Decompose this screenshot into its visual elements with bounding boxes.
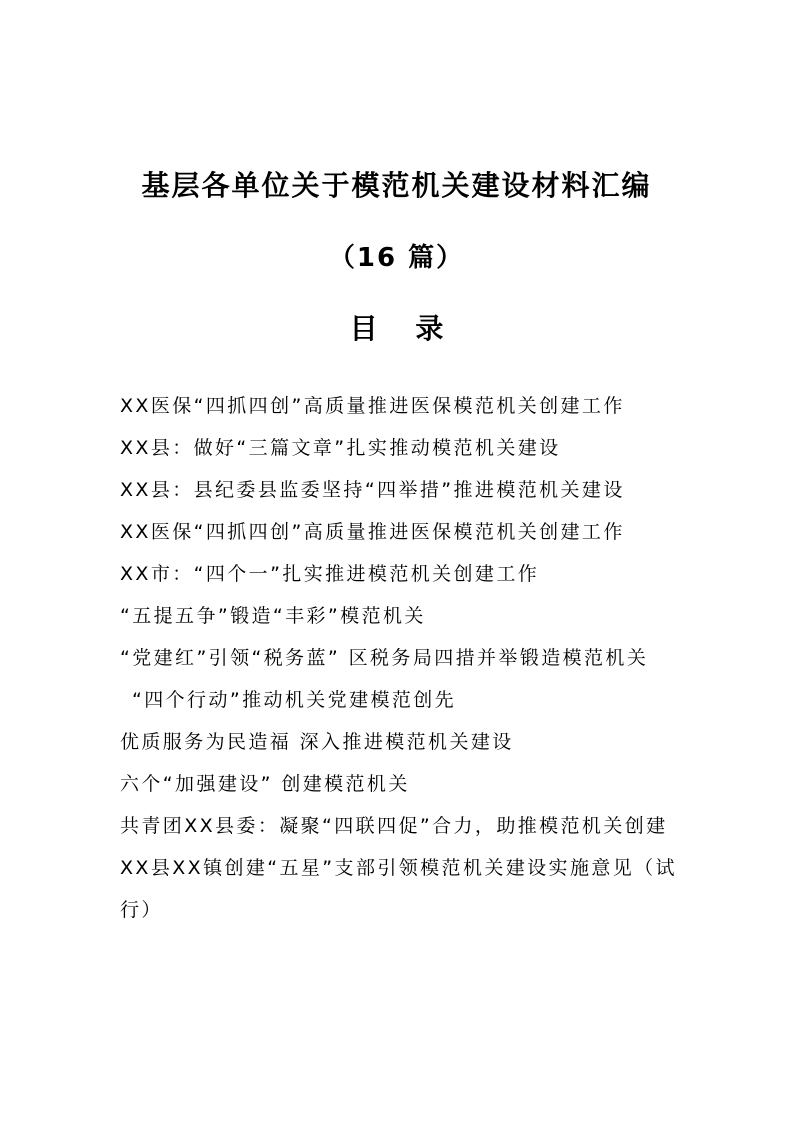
toc-item[interactable]: XX医保“四抓四创”高质量推进医保模范机关创建工作 bbox=[120, 395, 625, 417]
toc-item[interactable]: 优质服务为民造福 深入推进模范机关建设 bbox=[120, 731, 514, 753]
document-title: 基层各单位关于模范机关建设材料汇编 bbox=[141, 169, 652, 202]
toc-item[interactable]: XX县XX镇创建“五星”支部引领模范机关建设实施意见（试行） bbox=[120, 857, 677, 921]
toc-item[interactable]: XX县：做好“三篇文章”扎实推动模范机关建设 bbox=[120, 437, 561, 459]
table-of-contents bbox=[120, 385, 680, 931]
toc-heading: 目 录 bbox=[349, 312, 458, 345]
toc-item[interactable]: 六个“加强建设” 创建模范机关 bbox=[120, 773, 410, 795]
toc-item[interactable]: XX医保“四抓四创”高质量推进医保模范机关创建工作 bbox=[120, 521, 625, 543]
toc-item[interactable]: “五提五争”锻造“丰彩”模范机关 bbox=[120, 605, 426, 627]
toc-item[interactable]: XX市：“四个一”扎实推进模范机关创建工作 bbox=[120, 563, 540, 585]
document-subtitle: （16 篇） bbox=[328, 243, 465, 273]
toc-item[interactable]: 共青团XX县委：凝聚“四联四促”合力，助推模范机关创建 bbox=[120, 815, 668, 837]
toc-item[interactable]: “党建红”引领“税务蓝” 区税务局四措并举锻造模范机关 bbox=[120, 647, 649, 669]
toc-item[interactable]: XX县：县纪委县监委坚持“四举措”推进模范机关建设 bbox=[120, 479, 625, 501]
toc-item[interactable]: “四个行动”推动机关党建模范创先 bbox=[132, 689, 457, 711]
